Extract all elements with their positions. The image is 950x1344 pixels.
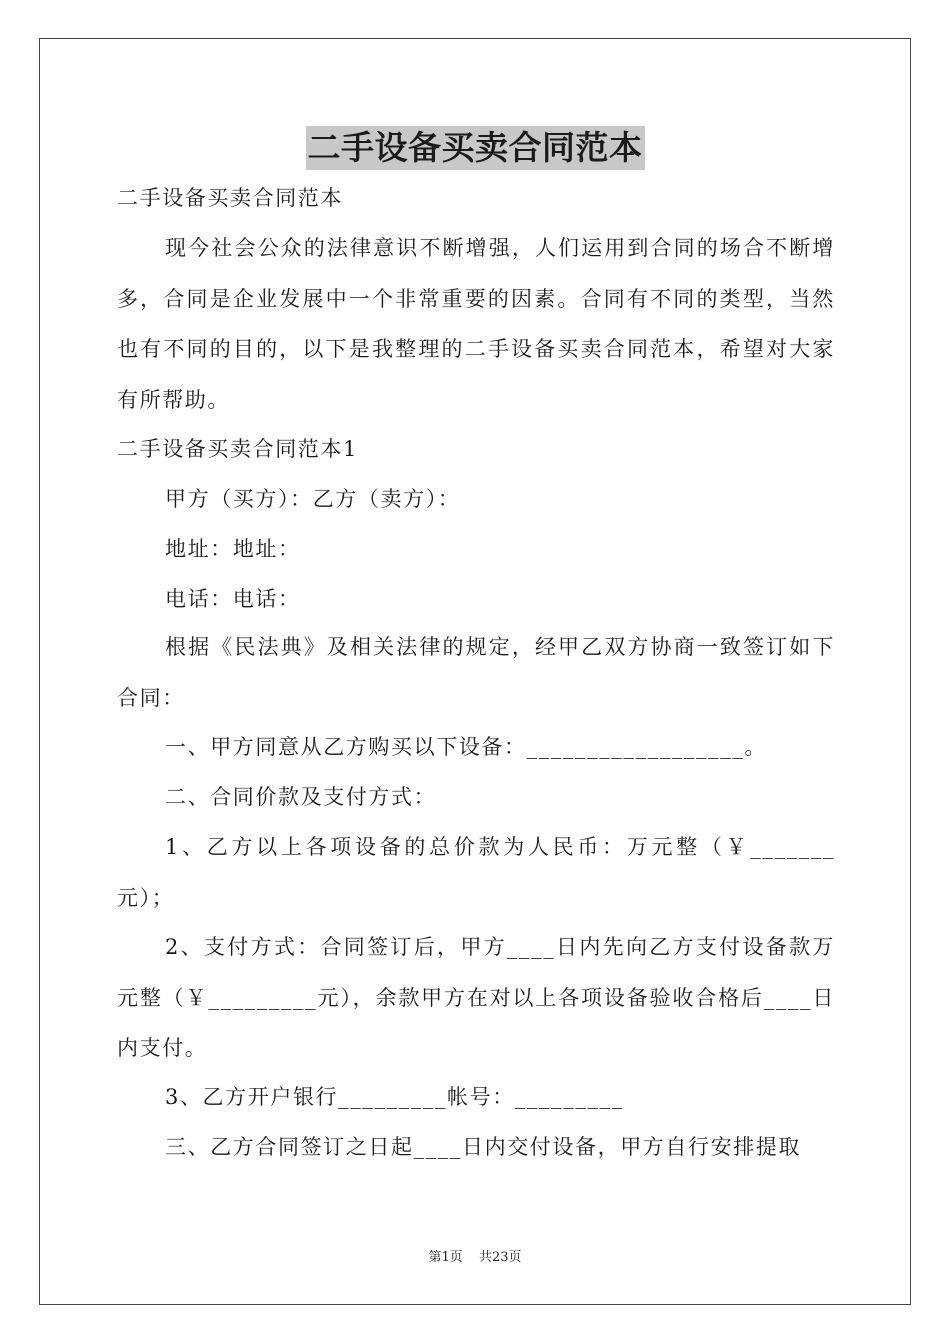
document-subtitle: 二手设备买卖合同范本 bbox=[117, 186, 343, 210]
clause-3: 三、乙方合同签订之日起____日内交付设备，甲方自行安排提取 bbox=[165, 1135, 801, 1159]
title-container bbox=[0, 126, 950, 170]
section-heading: 二手设备买卖合同范本1 bbox=[117, 437, 358, 461]
address-line: 地址：地址： bbox=[165, 537, 301, 561]
clause-2-1: 1、乙方以上各项设备的总价款为人民币：万元整（￥_______元）； bbox=[117, 835, 835, 910]
parties-line: 甲方（买方）：乙方（卖方）： bbox=[165, 487, 461, 511]
intro-paragraph: 现今社会公众的法律意识不断增强，人们运用到合同的场合不断增多，合同是企业发展中一个非常重要的因素。合同有不同的类型，当然也有不同的目的，以下是我整理的二手设备买卖合同范本，希望对大家有所帮助。 bbox=[117, 236, 835, 412]
page-current: 第1页 bbox=[428, 1250, 463, 1265]
basis-paragraph: 根据《民法典》及相关法律的规定，经甲乙双方协商一致签订如下合同： bbox=[117, 635, 835, 710]
phone-line: 电话：电话： bbox=[165, 587, 301, 611]
page-total: 共23页 bbox=[478, 1250, 522, 1265]
clause-2-3: 3、乙方开户银行_________帐号：_________ bbox=[165, 1085, 624, 1109]
clause-2-2: 2、支付方式：合同签订后，甲方____日内先向乙方支付设备款万元整（￥_________元），余款甲方在对以上各项设备验收合格后____日内支付。 bbox=[117, 935, 835, 1060]
clause-2: 二、合同价款及支付方式： bbox=[165, 785, 437, 809]
document-title: 二手设备买卖合同范本 bbox=[306, 126, 645, 170]
page-footer bbox=[0, 1246, 950, 1265]
clause-1: 一、甲方同意从乙方购买以下设备：__________________。 bbox=[165, 735, 767, 759]
